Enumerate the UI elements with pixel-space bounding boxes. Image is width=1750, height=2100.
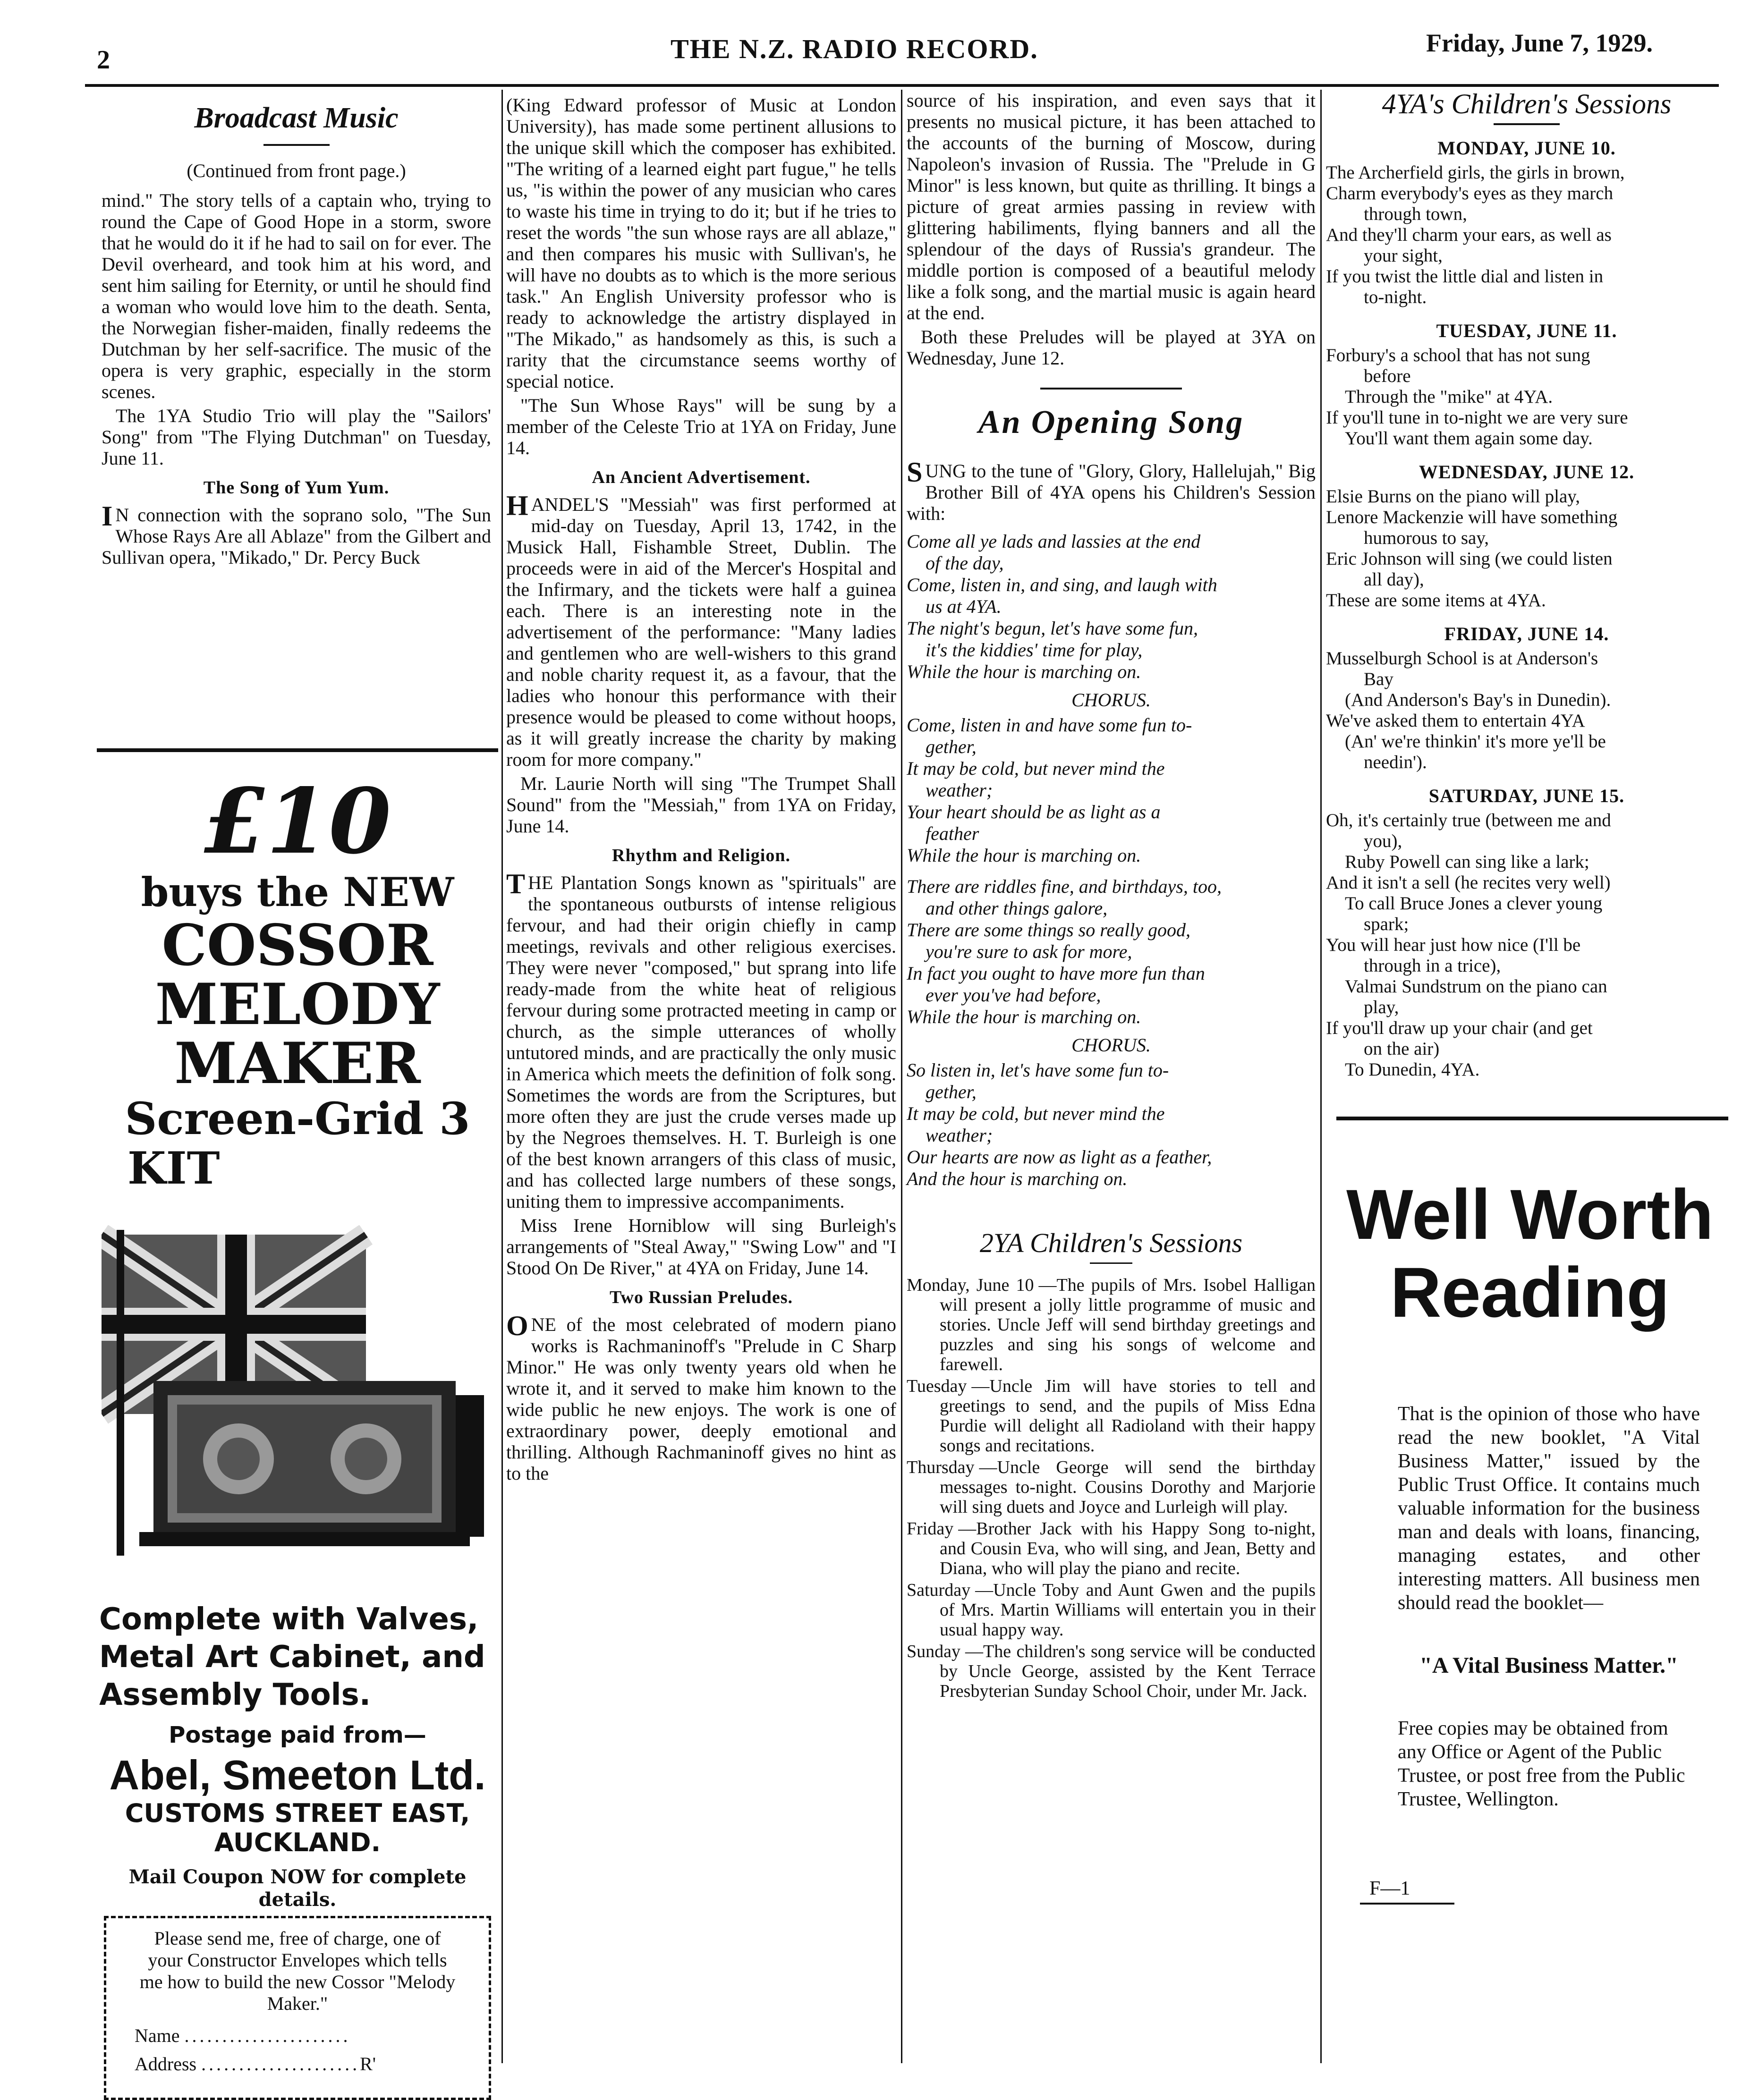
opening-song-title: An Opening Song xyxy=(978,404,1244,440)
subheading-russian-preludes: Two Russian Preludes. xyxy=(609,1287,793,1307)
article-paragraph: ONE of the most celebrated of modern piano works is Rachmaninoff's "Prelude in C Sharp Minor." He was only twenty years old when he wrote it, and it served to make him known to the wide public he new enjoys. The work is one of extraordinary power, deeply emotional and thrilling. Although Rachmaninoff gives no hint as to the xyxy=(506,1310,896,1484)
poem-line: weather; xyxy=(926,779,993,801)
article-paragraph: (King Edward professor of Music at London University), has made some pertinent allusions to the unique skill which the composer has exhibited. "The writing of a learned eight part fugue," he tells us, "is within the power of any musician who cares to waste his time in trying to do it; but if he tries to reset the words "the sun whose rays are all ablaze," and then compares his music with Sullivan's, he will have no doubts as to which is the more serious task." An English University professor who is ready to acknowledge the artistry displayed in "The Mikado," as handsomely as this, is such a rarity that the circumstance seems worthy of special notice. xyxy=(506,94,896,392)
poem-line: before xyxy=(1364,366,1411,386)
ad-headline: Reading xyxy=(1390,1253,1670,1332)
session-entry: Friday —Brother Jack with his Happy Song to-night, and Cousin Eva, who will sing, and Jean, Betty and Diana, who will play the piano and recite. xyxy=(907,1519,1316,1578)
header-rule xyxy=(85,84,1719,87)
poem-line: you're sure to ask for more, xyxy=(926,941,1132,962)
column-4 xyxy=(1326,87,1727,1080)
poem-line: And they'll charm your ears, as well as xyxy=(1326,225,1612,245)
song-verse-1 xyxy=(907,531,1316,683)
poem-line: It may be cold, but never mind the xyxy=(907,758,1165,779)
poem-line: Charm everybody's eyes as they march xyxy=(1326,183,1614,203)
coupon-address-field[interactable]: ..................... xyxy=(201,2053,360,2075)
poem-line: gether, xyxy=(926,1081,977,1102)
poem-line: needin'). xyxy=(1364,752,1427,772)
poem-line: While the hour is marching on. xyxy=(907,845,1141,866)
column-rule-3 xyxy=(1320,90,1322,2063)
song-chorus-2 xyxy=(907,1059,1316,1190)
ad-mail-coupon: Mail Coupon NOW for complete details. xyxy=(128,1866,467,1911)
column-1 xyxy=(102,97,491,571)
poem-line: it's the kiddies' time for play, xyxy=(926,639,1143,660)
poem-line: gether, xyxy=(926,736,977,757)
session-entry: Saturday —Uncle Toby and Aunt Gwen and the pupils of Mrs. Martin Williams will entertain you in their usual happy way. xyxy=(907,1580,1316,1640)
poem-line: Oh, it's certainly true (between me and xyxy=(1326,810,1611,830)
ad-brand: COSSOR xyxy=(161,912,433,979)
column-rule-2 xyxy=(901,90,902,2063)
ad-brand: MELODY xyxy=(155,971,440,1038)
cossor-advertisement xyxy=(94,765,501,2075)
poem-line: humorous to say, xyxy=(1364,528,1489,548)
coupon-name-label: Name xyxy=(135,2025,180,2046)
poem-line: If you'll draw up your chair (and get xyxy=(1326,1018,1593,1038)
poem-line: To Dunedin, 4YA. xyxy=(1345,1059,1480,1080)
poem-line: Forbury's a school that has not sung xyxy=(1326,345,1590,365)
ad-free-copies: Free copies may be obtained from any Office or Agent of the Public Trustee, or post free from the Public Trustee, Wellington. xyxy=(1398,1718,1685,1810)
mail-coupon[interactable] xyxy=(104,1916,491,2100)
poem-line: So listen in, let's have some fun to- xyxy=(907,1059,1169,1081)
day-heading: SATURDAY, JUNE 15. xyxy=(1428,785,1625,806)
public-trust-advertisement xyxy=(1332,1143,1728,2058)
drop-cap: I xyxy=(102,500,113,532)
ad-line: buys the NEW xyxy=(141,869,454,915)
song-chorus-1 xyxy=(907,714,1316,866)
title-divider xyxy=(1494,123,1560,125)
poem-line: Eric Johnson will sing (we could listen xyxy=(1326,549,1613,569)
ad-city: AUCKLAND. xyxy=(214,1828,381,1857)
broadcast-music-title: Broadcast Music xyxy=(194,102,399,134)
ad-line: Screen-Grid 3 xyxy=(125,1093,470,1145)
poem-line: Lenore Mackenzie will have something xyxy=(1326,507,1618,527)
chorus-label: CHORUS. xyxy=(1071,1034,1151,1056)
ad-complete-with: Complete with Valves, Metal Art Cabinet, and Assembly Tools. xyxy=(99,1602,485,1712)
article-paragraph: HANDEL'S "Messiah" was first performed at mid-day on Tuesday, April 13, 1742, in the Musick Hall, Fishamble Street, Dublin. The proceeds were in aid of the Mercer's Hospital and the Infirmary, and the tickets were half a guinea each. There is an interesting note in the advertisement of the performance: "Many ladies and gentlemen who are well-wishers to this grand and noble charity request it, as a favour, that the ladies who honour this performance with their presence would be pleased to come without hoops, as it will greatly increase the charity by making room for more company." xyxy=(506,490,896,770)
coupon-address-row[interactable] xyxy=(135,2053,460,2075)
poem-line: your sight, xyxy=(1364,246,1443,266)
ad-brand: MAKER xyxy=(174,1030,421,1097)
poem-line: through town, xyxy=(1364,204,1467,224)
poem-line: Musselburgh School is at Anderson's xyxy=(1326,648,1598,669)
continued-note: (Continued from front page.) xyxy=(187,160,406,181)
poem-line: through in a trice), xyxy=(1364,956,1501,976)
subheading-yum-yum: The Song of Yum Yum. xyxy=(203,478,390,498)
poem-line: You'll want them again some day. xyxy=(1345,428,1593,449)
poem-line: While the hour is marching on. xyxy=(907,661,1141,682)
article-paragraph: mind." The story tells of a captain who, trying to round the Cape of Good Hope in a storm, swore that he would do it if he had to sail on for ever. The Devil overheard, and took him at his word, and sent him sailing for Eternity, or until he should find a woman who would love him to the death. Senta, the Norwegian fisher-maiden, finally redeems the Dutchman by her self-sacrifice. The music of the opera is very graphic, especially in the storm scenes. xyxy=(102,190,491,402)
article-paragraph: "The Sun Whose Rays" will be sung by a member of the Celeste Trio at 1YA on Friday, June 14. xyxy=(506,395,896,458)
poem-line: us at 4YA. xyxy=(926,596,1002,617)
article-paragraph: SUNG to the tune of "Glory, Glory, Hallelujah," Big Brother Bill of 4YA opens his Children's Session with: xyxy=(907,457,1316,524)
ad-top-rule xyxy=(97,748,498,752)
masthead: THE N.Z. RADIO RECORD. xyxy=(671,34,1038,64)
poem-line: you), xyxy=(1364,831,1402,851)
article-paragraph: The 1YA Studio Trio will play the "Sailors' Song" from "The Flying Dutchman" on Tuesday, June 11. xyxy=(102,405,491,469)
drop-cap: O xyxy=(506,1310,528,1341)
subheading-ancient-advertisement: An Ancient Advertisement. xyxy=(592,467,811,487)
poem-line: ever you've had before, xyxy=(926,984,1101,1006)
session-entry: Thursday —Uncle George will send the birthday messages to-night. Cousins Dorothy and Marjorie will sing duets and Joyce and Lurleigh will play. xyxy=(907,1457,1316,1517)
poem-line: Bay xyxy=(1364,669,1393,689)
day-heading: TUESDAY, JUNE 11. xyxy=(1436,320,1617,341)
poem-line: These are some items at 4YA. xyxy=(1326,590,1546,610)
day-heading: WEDNESDAY, JUNE 12. xyxy=(1419,461,1635,483)
poem-line: If you'll tune in to-night we are very sure xyxy=(1326,407,1628,428)
poem-line: all day), xyxy=(1364,569,1424,590)
ad-body: That is the opinion of those who have read the new booklet, "A Vital Business Matter," issued by the Public Trust Office. It contains much valuable information for the business man and deals with loans, financing, managing estates, and other interesting matters. All business men should read the booklet— xyxy=(1398,1403,1700,1614)
poem-line: (An' we're thinkin' it's more ye'll be xyxy=(1345,731,1606,752)
poem-line: To call Bruce Jones a clever young xyxy=(1345,893,1603,914)
chorus-label: CHORUS. xyxy=(1071,689,1151,711)
radio-cabinet-icon xyxy=(139,1381,484,1546)
coupon-text: Please send me, free of charge, one of your Constructor Envelopes which tells me how to build the new Cossor "Melody Maker." xyxy=(139,1928,456,2014)
poem-line: While the hour is marching on. xyxy=(907,1006,1141,1027)
poem-line: feather xyxy=(926,823,979,844)
poem-line: If you twist the little dial and listen in xyxy=(1326,266,1604,287)
subheading-rhythm-religion: Rhythm and Religion. xyxy=(612,846,790,865)
article-paragraph: Mr. Laurie North will sing "The Trumpet Shall Sound" from the "Messiah," from 1YA on Friday, June 14. xyxy=(506,773,896,837)
session-entry: Monday, June 10 —The pupils of Mrs. Isobel Halligan will present a jolly little programme of music and stories. Uncle Jeff will send birthday greetings and puzzles and sing his songs of welcome and farewell. xyxy=(907,1275,1316,1374)
poem-line: The Archerfield girls, the girls in brown, xyxy=(1326,162,1625,183)
poem-line: spark; xyxy=(1364,914,1409,934)
poem-line: You will hear just how nice (I'll be xyxy=(1326,935,1581,955)
ad-line: KIT xyxy=(127,1143,220,1194)
poem-line: play, xyxy=(1364,997,1399,1017)
page-number: 2 xyxy=(97,45,110,75)
poem-line: It may be cold, but never mind the xyxy=(907,1103,1165,1124)
drop-cap: S xyxy=(907,457,923,488)
poem-line: There are some things so really good, xyxy=(907,919,1191,940)
song-verse-2 xyxy=(907,876,1316,1028)
ad-code: F—1 xyxy=(1369,1878,1410,1899)
issue-date: Friday, June 7, 1929. xyxy=(1426,29,1653,57)
poem-line: weather; xyxy=(926,1125,993,1146)
title-divider xyxy=(263,144,330,146)
ad-postage: Postage paid from— xyxy=(169,1722,426,1748)
article-paragraph: THE Plantation Songs known as "spirituals" are the spontaneous outbursts of intense religious fervour, and had their origin chiefly in camp meetings, revivals and other religious exercises. They were never "composed," but sprang into life ready-made from the white heat of religious fervour during some protracted meeting in camp or church, as the simple utterances of wholly untutored minds, and are practically the only music in America which meets the definition of folk song. Sometimes the words are from the Scriptures, but more often they are just the crude verses made up by the Negroes themselves. H. T. Burleigh is one of the best known arrangers of this class of music, and has collected large numbers of these songs, uniting them to impressive accompaniments. xyxy=(506,868,896,1212)
ad-code-rule xyxy=(1360,1903,1454,1905)
ad-headline: Well Worth xyxy=(1346,1175,1714,1254)
poem-line: And it isn't a sell (he recites very well) xyxy=(1326,872,1611,893)
title-divider xyxy=(1090,1262,1132,1264)
radio-flag-illustration xyxy=(102,1225,493,1565)
session-entry: Tuesday —Uncle Jim will have stories to tell and greetings to send, and the pupils of Miss Edna Purdie will delight all Radioland with their happy songs and recitations. xyxy=(907,1376,1316,1456)
poem-line: to-night. xyxy=(1364,287,1427,307)
poem-line: Your heart should be as light as a xyxy=(907,801,1161,822)
poem-line: Our hearts are now as light as a feather, xyxy=(907,1146,1212,1168)
poem-line: on the air) xyxy=(1364,1039,1440,1059)
poem-line: Valmai Sundstrum on the piano can xyxy=(1345,976,1607,997)
column-2 xyxy=(506,94,896,1487)
poem-line: Come, listen in and have some fun to- xyxy=(907,714,1192,736)
poem-line: Ruby Powell can sing like a lark; xyxy=(1345,852,1589,872)
article-paragraph: I N connection with the soprano solo, "The Sun Whose Rays Are all Ablaze" from the Gilbert and Sullivan opera, "Mikado," Dr. Percy Buck xyxy=(102,500,491,568)
poem-line: Elsie Burns on the piano will play, xyxy=(1326,486,1580,507)
poem-line: The night's begun, let's have some fun, xyxy=(907,618,1198,639)
column-3 xyxy=(907,90,1316,1703)
article-paragraph: Both these Preludes will be played at 3YA on Wednesday, June 12. xyxy=(907,326,1316,369)
booklet-title: "A Vital Business Matter." xyxy=(1419,1653,1678,1678)
poem-line: In fact you ought to have more fun than xyxy=(907,963,1205,984)
day-heading: MONDAY, JUNE 10. xyxy=(1437,137,1616,159)
coupon-address-label: Address xyxy=(135,2053,197,2075)
column-rule-1 xyxy=(501,90,503,2063)
2ya-sessions-list xyxy=(907,1275,1316,1701)
day-heading: FRIDAY, JUNE 14. xyxy=(1444,623,1609,644)
drop-cap: T xyxy=(506,868,526,899)
4ya-sessions-title: 4YA's Children's Sessions xyxy=(1382,88,1672,119)
coupon-mark: R' xyxy=(360,2053,376,2075)
poem-line: Come, listen in, and sing, and laugh with xyxy=(907,574,1217,595)
section-divider xyxy=(1040,388,1182,390)
article-paragraph: Miss Irene Horniblow will sing Burleigh's arrangements of "Steal Away," "Swing Low" and "I Stood On De River," at 4YA on Friday, June 14. xyxy=(506,1215,896,1279)
poem-line: Come all ye lads and lassies at the end xyxy=(907,531,1201,552)
poem-line: (And Anderson's Bay's in Dunedin). xyxy=(1345,690,1611,710)
article-paragraph: source of his inspiration, and even says that it presents no musical picture, it has been attached to the accounts of the burning of Moscow, during Napoleon's invasion of Russia. The "Prelude in G Minor" is less known, but quite as thrilling. It bings a picture of great armies passing in review with glittering habiliments, flying banners and all the splendour of the days of Russia's grandeur. The middle portion is composed of a beautiful melody like a folk song, and the martial music is again heard at the end. xyxy=(907,90,1316,323)
ad-company: Abel, Smeeton Ltd. xyxy=(109,1752,486,1798)
coupon-name-field[interactable]: ...................... xyxy=(184,2025,351,2046)
poem-line: of the day, xyxy=(926,552,1004,574)
coupon-name-row[interactable] xyxy=(135,2025,460,2047)
session-entry: Sunday —The children's song service will be conducted by Uncle George, assisted by the Kent Terrace Presbyterian Sunday School Choir, under Mr. Jack. xyxy=(907,1642,1316,1701)
drop-cap: H xyxy=(506,490,528,521)
ad-street: CUSTOMS STREET EAST, xyxy=(125,1798,470,1828)
poem-line: And the hour is marching on. xyxy=(907,1168,1128,1189)
poem-line: There are riddles fine, and birthdays, too, xyxy=(907,876,1222,897)
ad-top-rule xyxy=(1336,1117,1728,1120)
2ya-sessions-title: 2YA Children's Sessions xyxy=(979,1228,1243,1258)
poem-line: and other things galore, xyxy=(926,898,1108,919)
ad-price: £10 xyxy=(204,769,391,874)
poem-line: We've asked them to entertain 4YA xyxy=(1326,711,1585,731)
poem-line: Through the "mike" at 4YA. xyxy=(1345,387,1553,407)
